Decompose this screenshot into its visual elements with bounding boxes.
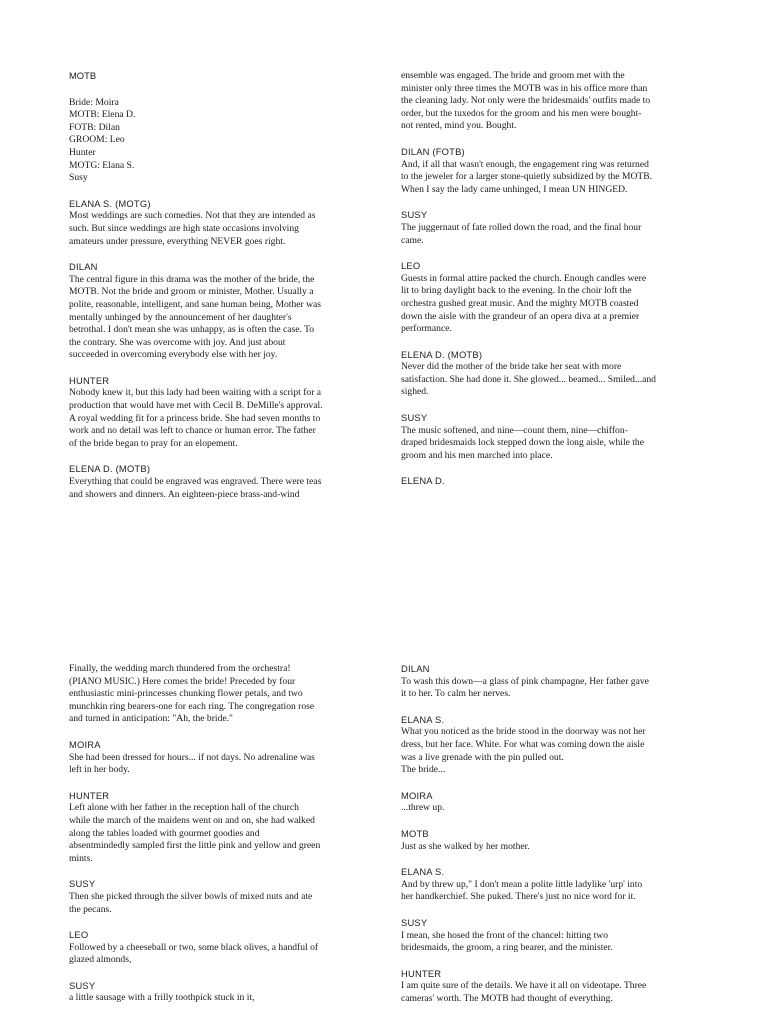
speaker-name: ELENA D. (MOTB) — [401, 348, 483, 360]
speaker-name: HUNTER — [69, 374, 110, 386]
speaker-name: SUSY — [401, 412, 428, 424]
dialogue-text: What you noticed as the bride stood in the doorway was not her dress, but her face. White. For what was coming down the aisle was a live grenade with the pin pulled out. The bride... — [401, 726, 646, 776]
dialogue-block — [401, 412, 723, 462]
dialogue-block — [69, 663, 391, 726]
dialogue-block — [401, 475, 723, 488]
dialogue-text: ...threw up. — [401, 802, 445, 814]
column-top-right — [401, 70, 723, 501]
dialogue-block — [401, 968, 723, 1006]
cast-entry: MOTG: Elana S. — [69, 159, 135, 171]
dialogue-block — [401, 70, 723, 133]
dialogue-text: The juggernaut of fate rolled down the road, and the final hour came. — [401, 221, 642, 246]
speaker-name: ELANA S. — [401, 713, 445, 725]
dialogue-text: Followed by a cheeseball or two, some black olives, a handful of glazed almonds, — [69, 941, 319, 966]
document-title: MOTB — [69, 70, 97, 81]
dialogue-text: ensemble was engaged. The bride and groom met with the minister only three times the MOTB was in his office more than the cleaning lady. Not only were the bridesmaids' outfits made to order, but the tuxedos for the groom and his men were bought- not rented, mind you. Bought. — [401, 70, 651, 132]
speaker-name: LEO — [401, 260, 421, 272]
speaker-name: SUSY — [401, 916, 428, 928]
dialogue-text: To wash this down—a glass of pink champagne, Her father gave it to her. To calm her nerves. — [401, 675, 649, 700]
dialogue-text: I mean, she hosed the front of the chancel: hitting two bridesmaids, the groom, a ring bearer, and the minister. — [401, 929, 613, 954]
cast-entry: FOTB: Dilan — [69, 121, 120, 133]
cast-entry: GROOM: Leo — [69, 134, 125, 146]
dialogue-block — [401, 866, 723, 904]
speaker-name: DILAN (FOTB) — [401, 145, 465, 157]
dialogue-text: And, if all that wasn't enough, the engagement ring was returned to the jeweler for a larger stone-quietly subsidized by the MOTB. When I say the lady came unhinged, I mean UN HINGED. — [401, 158, 653, 195]
cast-list — [69, 97, 391, 185]
dialogue-text: And by threw up," I don't mean a polite little ladylike 'urp' into her handkerchief. She puked. There's just no nice word for it. — [401, 878, 643, 903]
speaker-name: DILAN — [401, 663, 430, 674]
dialogue-block — [69, 375, 391, 451]
dialogue-text: The central figure in this drama was the mother of the bride, the MOTB. Not the bride and groom or minister, Mother. Usually a polite, reasonable, intelligent, and sane human being, Mother was mentally unhinged by the announcement of her daughter's betrothal. I don't mean she was unhappy, as is often the case. To the contrary. She was overcome with joy. And just about succeeded in overcoming everybody else with her joy. — [69, 273, 322, 361]
speaker-name: MOTB — [401, 827, 429, 839]
speaker-name: SUSY — [69, 878, 96, 890]
dialogue-block — [69, 739, 391, 777]
dialogue-text: Everything that could be engraved was engraved. There were teas and showers and dinners. An eighteen-piece brass-and-wind — [69, 476, 322, 500]
speaker-name: DILAN — [69, 261, 98, 273]
column-bottom-right — [401, 663, 723, 1018]
speaker-name: ELANA S. — [401, 866, 445, 878]
dialogue-text: Left alone with her father in the reception hall of the church while the march of the maidens went on and on, she had walked along the tables loaded with gourmet goodies and absentmindedly sampled first the little pink and yellow and green mints. — [69, 802, 321, 864]
dialogue-block — [401, 349, 723, 399]
dialogue-block — [69, 878, 391, 916]
speaker-name: MOIRA — [69, 738, 101, 750]
dialogue-block — [69, 261, 391, 362]
speaker-name: ELANA S. (MOTG) — [69, 197, 151, 209]
dialogue-block — [401, 260, 723, 336]
dialogue-block — [69, 198, 391, 248]
dialogue-block — [401, 663, 723, 701]
speaker-name: ELENA D. (MOTB) — [69, 463, 151, 475]
dialogue-text: Never did the mother of the bride take her seat with more satisfaction. She had done it. She glowed... beamed... Smiled...and sighed. — [401, 361, 656, 398]
dialogue-block — [401, 790, 723, 815]
speaker-name: ELENA D. — [401, 475, 445, 487]
cast-entry: MOTB: Elena D. — [69, 109, 136, 121]
dialogue-block — [69, 463, 391, 501]
dialogue-text: She had been dressed for hours... if not days. No adrenaline was left in her body. — [69, 751, 315, 776]
speaker-name: SUSY — [401, 209, 428, 221]
dialogue-block — [69, 980, 391, 1005]
speaker-name: MOIRA — [401, 789, 433, 801]
dialogue-block — [69, 790, 391, 866]
column-bottom-left — [69, 663, 391, 1018]
dialogue-text: a little sausage with a frilly toothpick stuck in it, — [69, 992, 255, 1004]
dialogue-text: The music softened, and nine—count them, nine—chiffon- draped bridesmaids lock stepped down the long aisle, while the groom and his men marched into place. — [401, 424, 644, 461]
dialogue-text: Finally, the wedding march thundered from the orchestra! (PIANO MUSIC.) Here comes the bride! Preceded by four enthusiastic mini-princesses chunking flower petals, and two munchkin ring bearers-one for each ring. The congregation rose and turned in anticipation: "Ah, the bride." — [69, 663, 315, 725]
speaker-name: LEO — [69, 929, 89, 941]
dialogue-text: Then she picked through the silver bowls of mixed nuts and ate the pecans. — [69, 890, 313, 915]
dialogue-block — [401, 209, 723, 247]
dialogue-text: Guests in formal attire packed the church. Enough candles were lit to bring daylight back to the evening. In the choir loft the orchestra gushed great music. And the mighty MOTB coasted down the aisle with the grandeur of an opera diva at a premier performance. — [401, 272, 647, 335]
dialogue-text: Most weddings are such comedies. Not that they are intended as such. But since weddings are high state occasions involving amateurs under pressure, everything NEVER goes right. — [69, 210, 316, 247]
dialogue-text: Nobody knew it, but this lady had been waiting with a script for a production that would have met with Cecil B. DeMille's approval. A royal wedding fit for a princess bride. She had seven months to work and no detail was left to chance or human error. The father of the bride began to pray for an elopement. — [69, 387, 323, 449]
cast-entry: Hunter — [69, 146, 96, 158]
dialogue-block — [401, 828, 723, 853]
dialogue-text: I am quite sure of the details. We have it all on videotape. Three cameras' worth. The MOTB had thought of everything. — [401, 980, 647, 1004]
dialogue-block — [401, 146, 723, 196]
cast-entry: Bride: Moira — [69, 96, 119, 108]
dialogue-text: Just as she walked by her mother. — [401, 840, 530, 852]
column-top-left — [69, 70, 391, 514]
speaker-name: HUNTER — [401, 967, 442, 979]
dialogue-block — [401, 714, 723, 777]
speaker-name: SUSY — [69, 979, 96, 991]
dialogue-block — [69, 929, 391, 967]
dialogue-block — [401, 917, 723, 955]
cast-entry: Susy — [69, 172, 88, 184]
speaker-name: HUNTER — [69, 789, 110, 801]
